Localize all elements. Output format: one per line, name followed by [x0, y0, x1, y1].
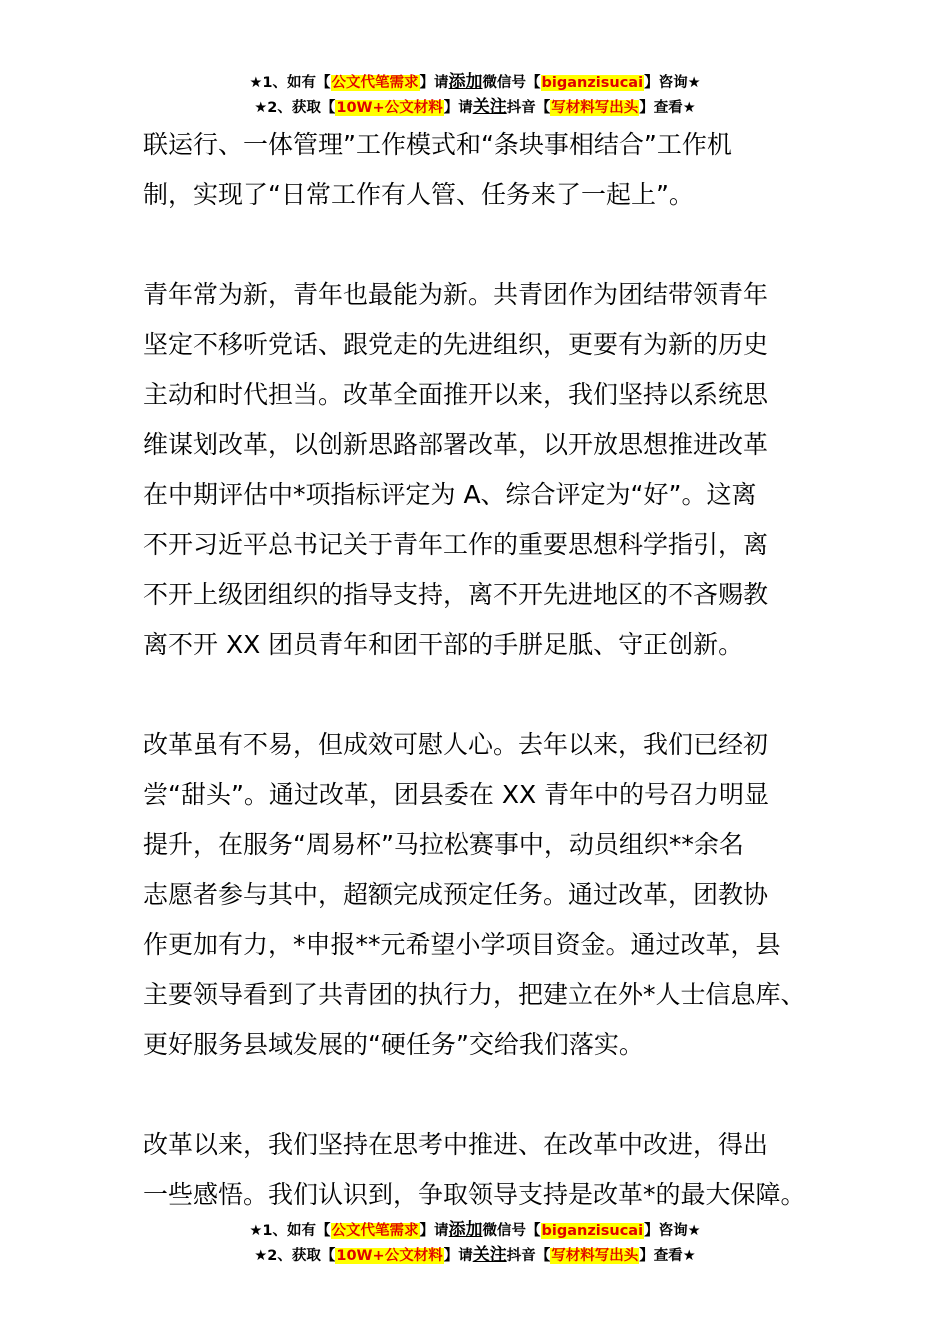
text-line: 离不开 XX 团员青年和团干部的手胼足胝、守正创新。 [143, 630, 744, 659]
paragraph [143, 120, 823, 220]
text-line: 一些感悟。我们认识到，争取领导支持是改革*的最大保障。 [143, 1180, 806, 1209]
banner-line-2 [0, 1243, 950, 1268]
text-line: 改革虽有不易，但成效可慰人心。去年以来，我们已经初 [143, 730, 769, 759]
paragraph [143, 1120, 823, 1220]
paragraph-gap [143, 220, 823, 270]
banner-text: 抖音【 [506, 1248, 551, 1264]
banner-text: 微信号【 [482, 1223, 541, 1239]
text-line: 在中期评估中*项指标评定为 A、综合评定为“好”。这离 [143, 480, 757, 509]
footer-banner [0, 1218, 950, 1268]
banner-text: 】请 [443, 100, 473, 116]
text-line: 提升，在服务“周易杯”马拉松赛事中，动员组织**余名 [143, 830, 744, 859]
banner-underlined: 添加 [448, 72, 483, 92]
text-line: 不开上级团组织的指导支持，离不开先进地区的不吝赐教 [143, 580, 769, 609]
banner-text: 】查看★ [639, 100, 696, 116]
banner-text: 】查看★ [639, 1248, 696, 1264]
banner-highlight: 公文代笔需求 [331, 1223, 419, 1239]
banner-underlined: 关注 [472, 97, 507, 117]
banner-text: 】请 [443, 1248, 473, 1264]
banner-highlight: 10W+公文材料 [336, 100, 443, 116]
banner-underlined: 添加 [448, 1220, 483, 1240]
text-line: 不开习近平总书记关于青年工作的重要思想科学指引，离 [143, 530, 769, 559]
paragraph-gap [143, 1070, 823, 1120]
paragraph-gap [143, 670, 823, 720]
text-line: 维谋划改革，以创新思路部署改革，以开放思想推进改革 [143, 430, 769, 459]
banner-line-1 [0, 70, 950, 95]
banner-text: 】请 [419, 75, 449, 91]
banner-text: 】咨询★ [644, 1223, 701, 1239]
banner-highlight: 10W+公文材料 [336, 1248, 443, 1264]
banner-wechat-id: biganzisucai [541, 1223, 644, 1239]
banner-text: ★1、如有【 [249, 1223, 331, 1239]
text-line: 联运行、一体管理”工作模式和“条块事相结合”工作机 [143, 130, 732, 159]
paragraph [143, 270, 823, 670]
text-line: 作更加有力，*申报**元希望小学项目资金。通过改革，县 [143, 930, 781, 959]
text-line: 尝“甜头”。通过改革，团县委在 XX 青年中的号召力明显 [143, 780, 770, 809]
banner-text: ★2、获取【 [254, 1248, 336, 1264]
banner-douyin-id: 写材料写出头 [551, 100, 639, 116]
banner-text: 】请 [419, 1223, 449, 1239]
banner-wechat-id: biganzisucai [541, 75, 644, 91]
text-line: 主动和时代担当。改革全面推开以来，我们坚持以系统思 [143, 380, 769, 409]
banner-text: 抖音【 [506, 100, 551, 116]
paragraph [143, 720, 823, 1070]
banner-text: 微信号【 [482, 75, 541, 91]
banner-text: ★1、如有【 [249, 75, 331, 91]
text-line: 坚定不移听党话、跟党走的先进组织，更要有为新的历史 [143, 330, 769, 359]
banner-douyin-id: 写材料写出头 [551, 1248, 639, 1264]
text-line: 主要领导看到了共青团的执行力，把建立在外*人士信息库、 [143, 980, 806, 1009]
banner-line-1 [0, 1218, 950, 1243]
text-line: 制，实现了“日常工作有人管、任务来了一起上”。 [143, 180, 694, 209]
text-line: 更好服务县域发展的“硬任务”交给我们落实。 [143, 1030, 644, 1059]
header-banner [0, 70, 950, 120]
banner-line-2 [0, 95, 950, 120]
banner-text: 】咨询★ [644, 75, 701, 91]
text-line: 志愿者参与其中，超额完成预定任务。通过改革，团教协 [143, 880, 769, 909]
banner-underlined: 关注 [472, 1245, 507, 1265]
banner-text: ★2、获取【 [254, 100, 336, 116]
document-body [143, 120, 823, 1220]
banner-highlight: 公文代笔需求 [331, 75, 419, 91]
text-line: 青年常为新，青年也最能为新。共青团作为团结带领青年 [143, 280, 769, 309]
text-line: 改革以来，我们坚持在思考中推进、在改革中改进，得出 [143, 1130, 769, 1159]
